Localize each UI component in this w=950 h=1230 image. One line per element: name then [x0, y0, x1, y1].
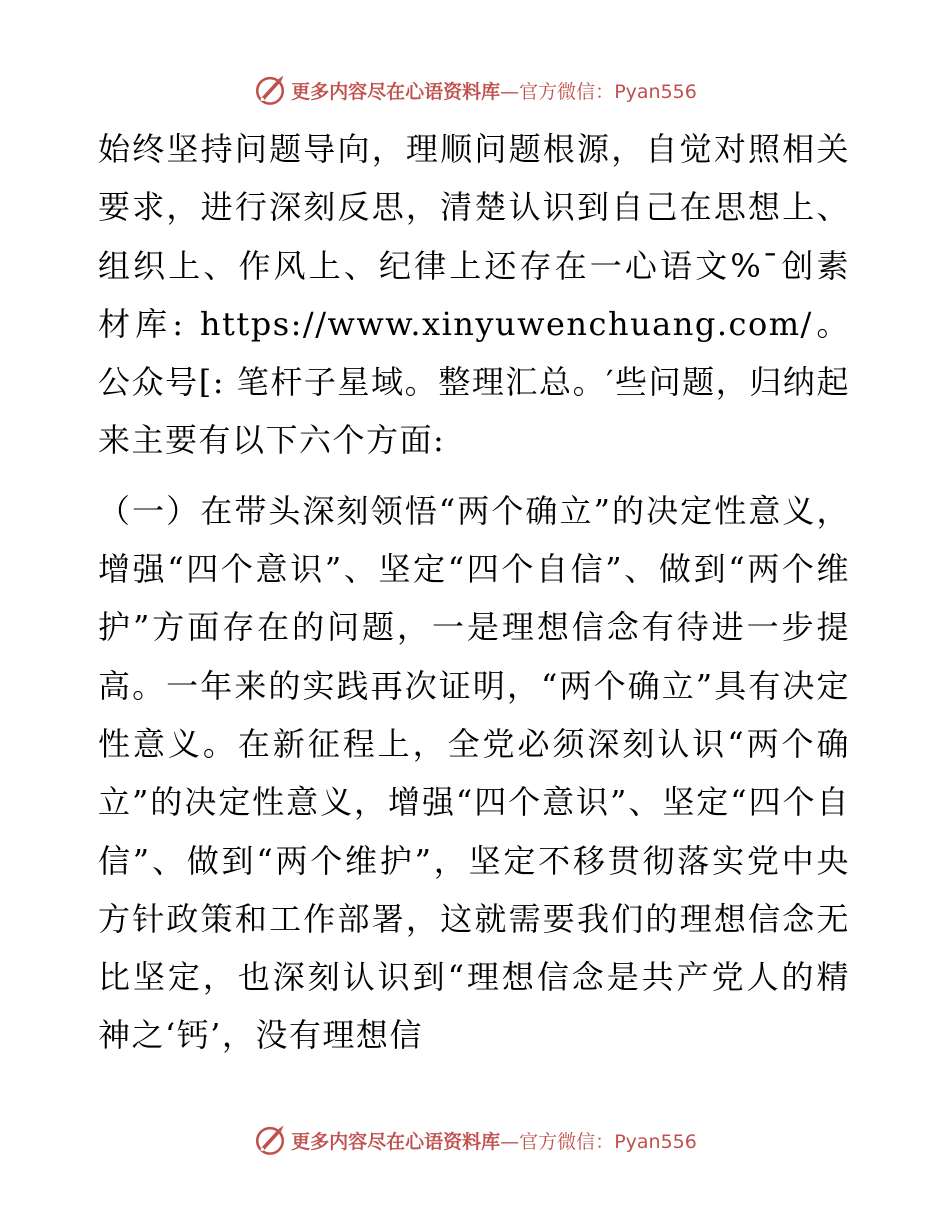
header-banner	[0, 70, 950, 110]
banner-wechat-label: 官方微信：	[519, 1130, 615, 1153]
banner-separator: —	[500, 80, 520, 103]
footer-banner	[0, 1120, 950, 1160]
banner-main-text: 更多内容尽在心语资料库	[291, 80, 501, 103]
banner-separator: —	[500, 1130, 520, 1153]
banner-text	[291, 77, 697, 104]
banner-wechat-id: Pyan556	[614, 80, 697, 103]
quill-logo-icon	[253, 73, 287, 107]
banner-text	[291, 1127, 697, 1154]
body-paragraph-1: 始终坚持问题导向，理顺问题根源，自觉对照相关要求，进行深刻反思，清楚认识到自己在思想上、组织上、作风上、纪律上还存在一心语文%¯创素材库: https://www.xinyuwenchuang.com/。公众号[: 笔杆子星域。整理汇总。′些问题，归纳起来主要有以下六个方面:	[98, 130, 850, 460]
banner-wechat-label: 官方微信：	[519, 80, 615, 103]
banner-main-text: 更多内容尽在心语资料库	[291, 1130, 501, 1153]
banner-wechat-id: Pyan556	[614, 1130, 697, 1153]
body-paragraph-2: （一）在带头深刻领悟“两个确立”的决定性意义，增强“四个意识”、坚定“四个自信”、做到“两个维护”方面存在的问题，一是理想信念有待进一步提高。一年来的实践再次证明，“两个确立”具有决定性意义。在新征程上，全党必须深刻认识“两个确立”的决定性意义，增强“四个意识”、坚定“四个自信”、做到“两个维护”，坚定不移贯彻落实党中央方针政策和工作部署，这就需要我们的理想信念无比坚定，也深刻认识到“理想信念是共产党人的精神之‘钙’，没有理想信	[98, 491, 850, 1055]
quill-logo-icon	[253, 1123, 287, 1157]
document-body	[98, 120, 850, 1065]
